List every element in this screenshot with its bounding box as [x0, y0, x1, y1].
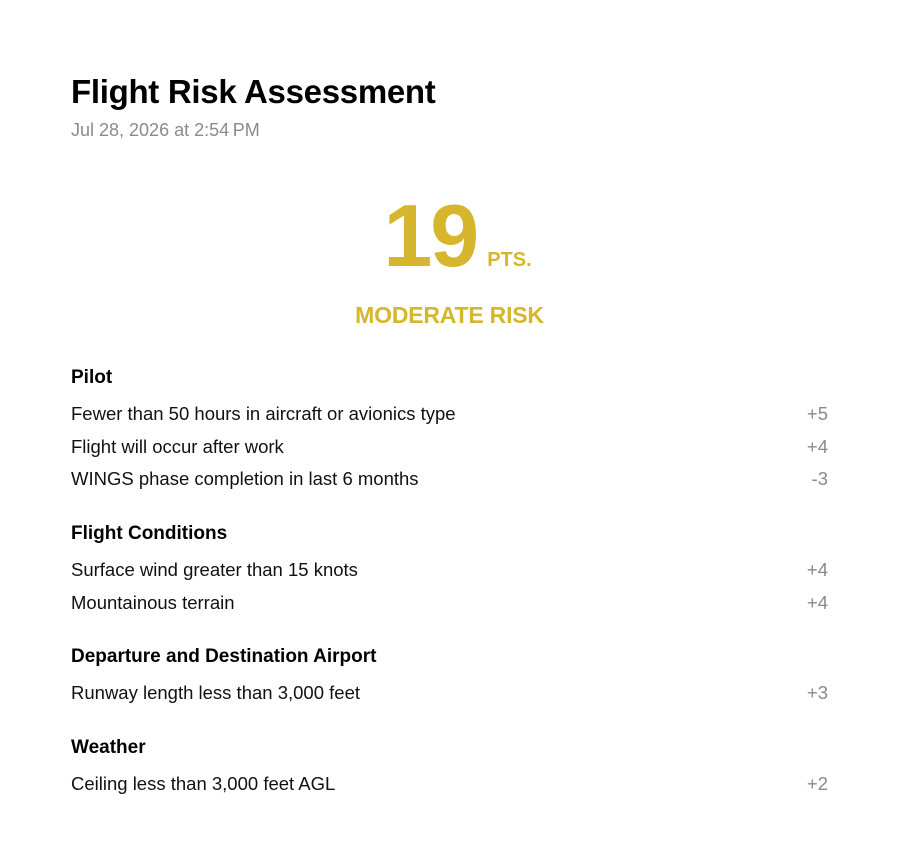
section-flight-conditions [71, 522, 828, 619]
section-departure-destination-airport [71, 645, 828, 710]
section-weather [71, 736, 828, 801]
risk-item-points: -3 [811, 468, 828, 490]
section-pilot [71, 366, 828, 496]
section-title: Departure and Destination Airport [71, 646, 377, 667]
risk-item-label: Ceiling less than 3,000 feet AGL [71, 773, 336, 795]
risk-item [71, 768, 828, 801]
risk-item-points: +2 [806, 773, 828, 795]
section-title: Weather [71, 737, 146, 758]
risk-item-label: WINGS phase completion in last 6 months [71, 468, 419, 490]
risk-item-points: +4 [806, 435, 828, 457]
risk-item [71, 463, 828, 496]
page-title: Flight Risk Assessment [71, 73, 436, 110]
risk-item [71, 554, 828, 587]
risk-item-label: Runway length less than 3,000 feet [71, 682, 360, 704]
risk-score [71, 188, 828, 284]
risk-item-label: Mountainous terrain [71, 591, 235, 613]
risk-item-label: Fewer than 50 hours in aircraft or avionics type [71, 403, 456, 425]
risk-item [71, 587, 828, 620]
risk-item [71, 677, 828, 710]
risk-item-points: +4 [806, 559, 828, 581]
risk-item-points: +4 [806, 591, 828, 613]
risk-level-label: MODERATE RISK [355, 302, 544, 328]
section-title: Flight Conditions [71, 523, 228, 544]
risk-item-label: Flight will occur after work [71, 435, 284, 457]
risk-score-unit: PTS. [487, 249, 532, 271]
section-title: Pilot [71, 367, 113, 388]
risk-item-points: +5 [806, 403, 828, 425]
risk-score-value: 19 [383, 186, 478, 285]
assessment-timestamp: Jul 28, 2026 at 2:54 PM [71, 120, 260, 140]
risk-item [71, 398, 828, 431]
risk-item [71, 431, 828, 464]
risk-item-label: Surface wind greater than 15 knots [71, 559, 358, 581]
risk-item-points: +3 [806, 682, 828, 704]
